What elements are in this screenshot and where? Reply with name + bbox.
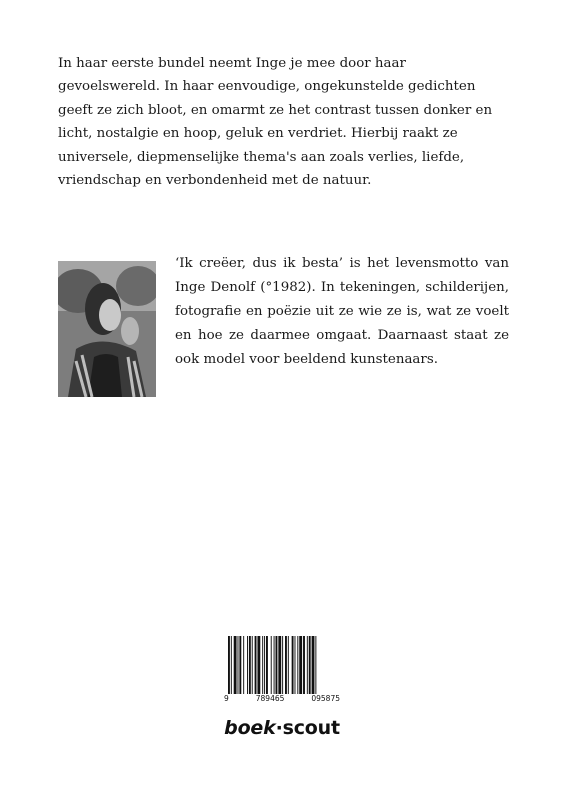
back-cover-blurb: In haar eerste bundel neemt Inge je mee door haar gevoelswereld. In haar eenvoudige, ongekunstelde gedichten geeft ze zich bloot, en omarmt ze het contrast tussen donker en licht, nostalgie en hoop, geluk en verdriet. Hierbij raakt ze universele, diepmenselijke thema's aan zoals verlies, liefde, vriendschap en verbondenheid met de natuur. bbox=[58, 56, 493, 189]
isbn-number bbox=[222, 694, 342, 703]
author-bio: ‘Ik creëer, dus ik besta’ is het levensmotto van Inge Denolf (°1982). In tekeningen, schilderijen, fotografie en poëzie uit ze wie ze is, wat ze voelt en hoe ze daarmee omgaat. Daarnaast staat ze ook model voor beeldend kunstenaars. bbox=[175, 256, 509, 367]
publisher-logo bbox=[222, 717, 342, 739]
publisher-logo-dot: · bbox=[275, 717, 283, 739]
isbn-group-2: 095875 bbox=[311, 694, 340, 703]
publisher-logo-part1: boek bbox=[224, 717, 276, 739]
isbn-group-1: 789465 bbox=[255, 694, 285, 703]
author-photo bbox=[58, 261, 156, 397]
publisher-logo-part2: scout bbox=[282, 717, 340, 739]
isbn-lead-digit: 9 bbox=[224, 694, 229, 703]
